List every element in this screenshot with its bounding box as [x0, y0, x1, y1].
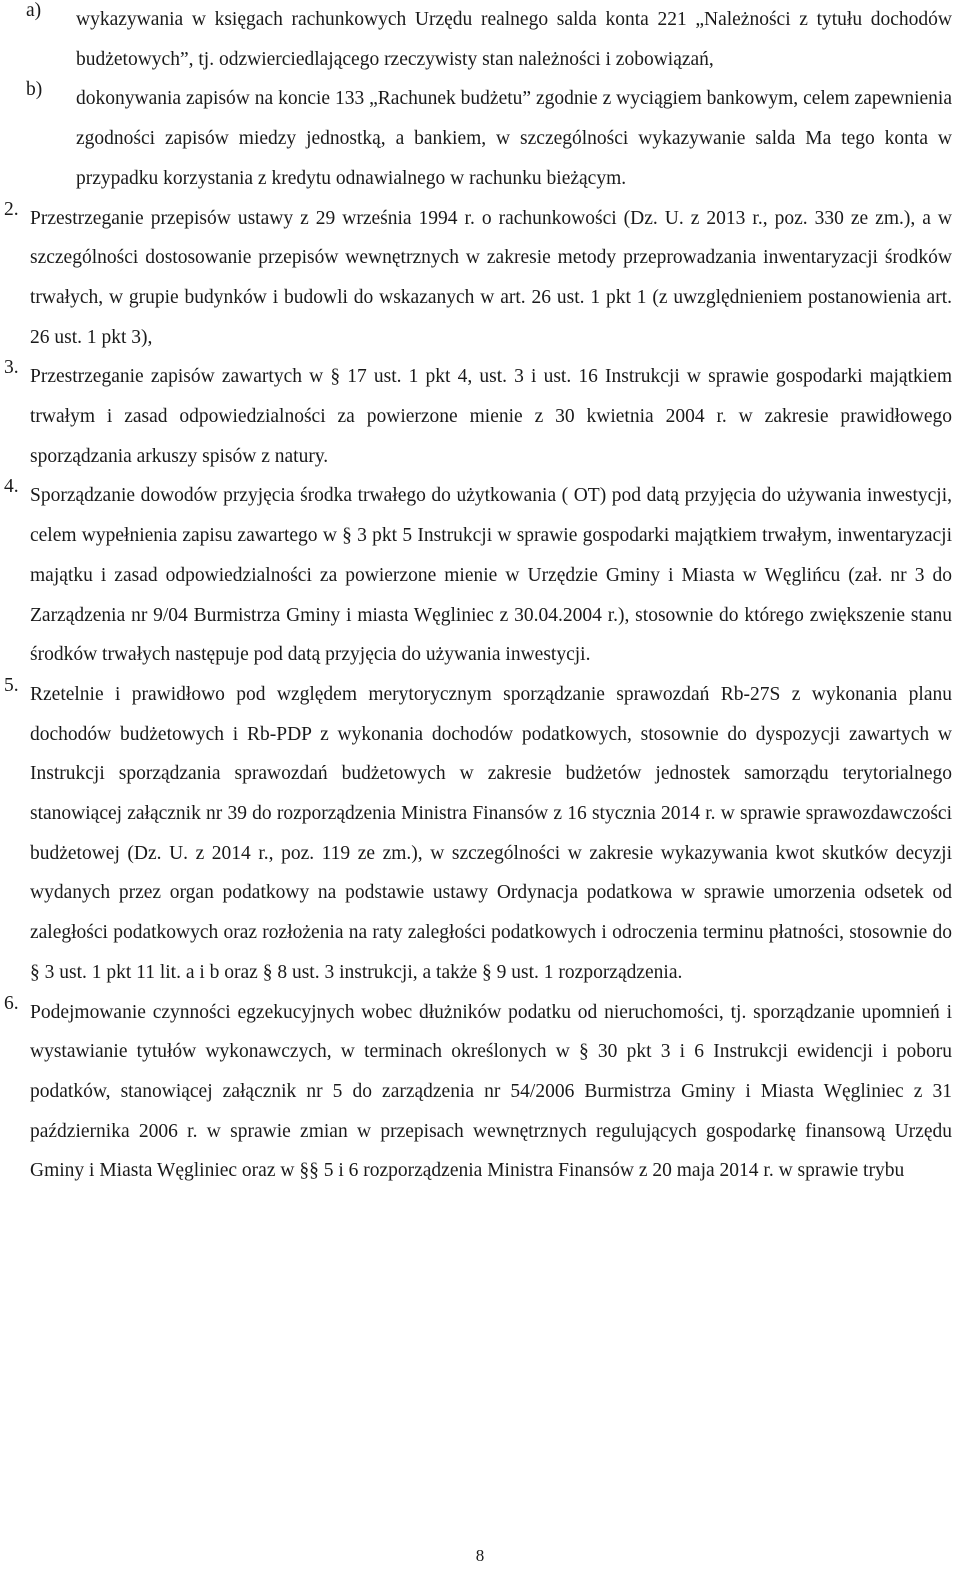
list-item-text: dokonywania zapisów na koncie 133 „Rachunek budżetu” zgodnie z wyciągiem bankowym, celem zapewnienia zgodności zapisów miedzy jednostką, a bankiem, w szczególności wykazywanie salda Ma tego konta w przypadku korzystania z kredytu odnawialnego w rachunku bieżącym.	[76, 88, 952, 189]
list-marker: 5.	[4, 674, 19, 696]
list-item-text: wykazywania w księgach rachunkowych Urzędu realnego salda konta 221 „Należności z tytułu dochodów budżetowych”, tj. odzwierciedlającego rzeczywisty stan należności i zobowiązań,	[76, 9, 952, 70]
list-item-b	[26, 79, 952, 198]
list-marker: a)	[26, 0, 42, 21]
list-marker: 3.	[4, 357, 19, 379]
list-item-text: Sporządzanie dowodów przyjęcia środka trwałego do użytkowania ( OT) pod datą przyjęcia do używania inwestycji, celem wypełnienia zapisu zawartego w § 3 pkt 5 Instrukcji w sprawie gospodarki majątkiem trwałym, inwentaryzacji majątku i zasad odpowiedzialności za powierzone mienie w Urzędzie Gminy i Miasta w Węglińcu (zał. nr 3 do Zarządzenia nr 9/04 Burmistrza Gminy i miasta Węgliniec z 30.04.2004 r.), stosownie do którego zwiększenie stanu środków trwałych następuje pod datą przyjęcia do używania inwestycji.	[30, 485, 952, 666]
list-item-text: Przestrzeganie zapisów zawartych w § 17 ust. 1 pkt 4, ust. 3 i ust. 16 Instrukcji w sprawie gospodarki majątkiem trwałym i zasad odpowiedzialności za powierzone mienie z 30 kwietnia 2004 r. w zakresie prawidłowego sporządzania arkuszy spisów z natury.	[30, 366, 952, 467]
list-item-3	[4, 357, 952, 476]
list-item-6	[4, 992, 952, 1192]
page-number: 8	[475, 1546, 485, 1565]
list-marker: b)	[26, 79, 43, 101]
list-item-a	[26, 0, 952, 79]
list-item-text: Podejmowanie czynności egzekucyjnych wobec dłużników podatku od nieruchomości, tj. sporządzanie upomnień i wystawianie tytułów wykonawczych, w terminach określonych w § 30 pkt 3 i 6 Instrukcji ewidencji i poboru podatków, stanowiącej załącznik nr 5 do zarządzenia nr 54/2006 Burmistrza Gminy i Miasta Węgliniec z 31 października 2006 r. w sprawie zmian w przepisach wewnętrznych regulujących gospodarkę finansową Urzędu Gminy i Miasta Węgliniec oraz w §§ 5 i 6 rozporządzenia Ministra Finansów z 20 maja 2014 r. w sprawie trybu	[30, 1001, 952, 1182]
list-item-text: Rzetelnie i prawidłowo pod względem merytorycznym sporządzanie sprawozdań Rb-27S z wykonania planu dochodów budżetowych i Rb-PDP z wykonania dochodów podatkowych, stosownie do dyspozycji zawartych w Instrukcji sporządzania sprawozdań budżetowych w zakresie budżetów jednostek samorządu terytorialnego stanowiącej załącznik nr 39 do rozporządzenia Ministra Finansów z 16 stycznia 2014 r. w sprawie sprawozdawczości budżetowej (Dz. U. z 2014 r., poz. 119 ze zm.), w szczególności w zakresie wykazywania kwot skutków decyzji wydanych przez organ podatkowy na podstawie ustawy Ordynacja podatkowa w sprawie umorzenia odsetek od zaległości podatkowych oraz rozłożenia na raty zaległości podatkowych i odroczenia terminu płatności, stosownie do § 3 ust. 1 pkt 11 lit. a i b oraz § 8 ust. 3 instrukcji, a także § 9 ust. 1 rozporządzenia.	[30, 683, 952, 983]
list-item-4	[4, 476, 952, 675]
list-marker: 4.	[4, 476, 19, 498]
list-marker: 2.	[4, 198, 19, 220]
list-item-text: Przestrzeganie przepisów ustawy z 29 września 1994 r. o rachunkowości (Dz. U. z 2013 r., poz. 330 ze zm.), a w szczególności dostosowanie przepisów wewnętrznych w zakresie metody przeprowadzania inwentaryzacji środków trwałych, w grupie budynków i budowli do wskazanych w art. 26 ust. 1 pkt 1 (z uwzględnieniem postanowienia art. 26 ust. 1 pkt 3),	[30, 207, 952, 348]
list-item-5	[4, 674, 952, 993]
list-item-2	[4, 198, 952, 358]
list-marker: 6.	[4, 992, 19, 1014]
document-page	[4, 0, 952, 1191]
